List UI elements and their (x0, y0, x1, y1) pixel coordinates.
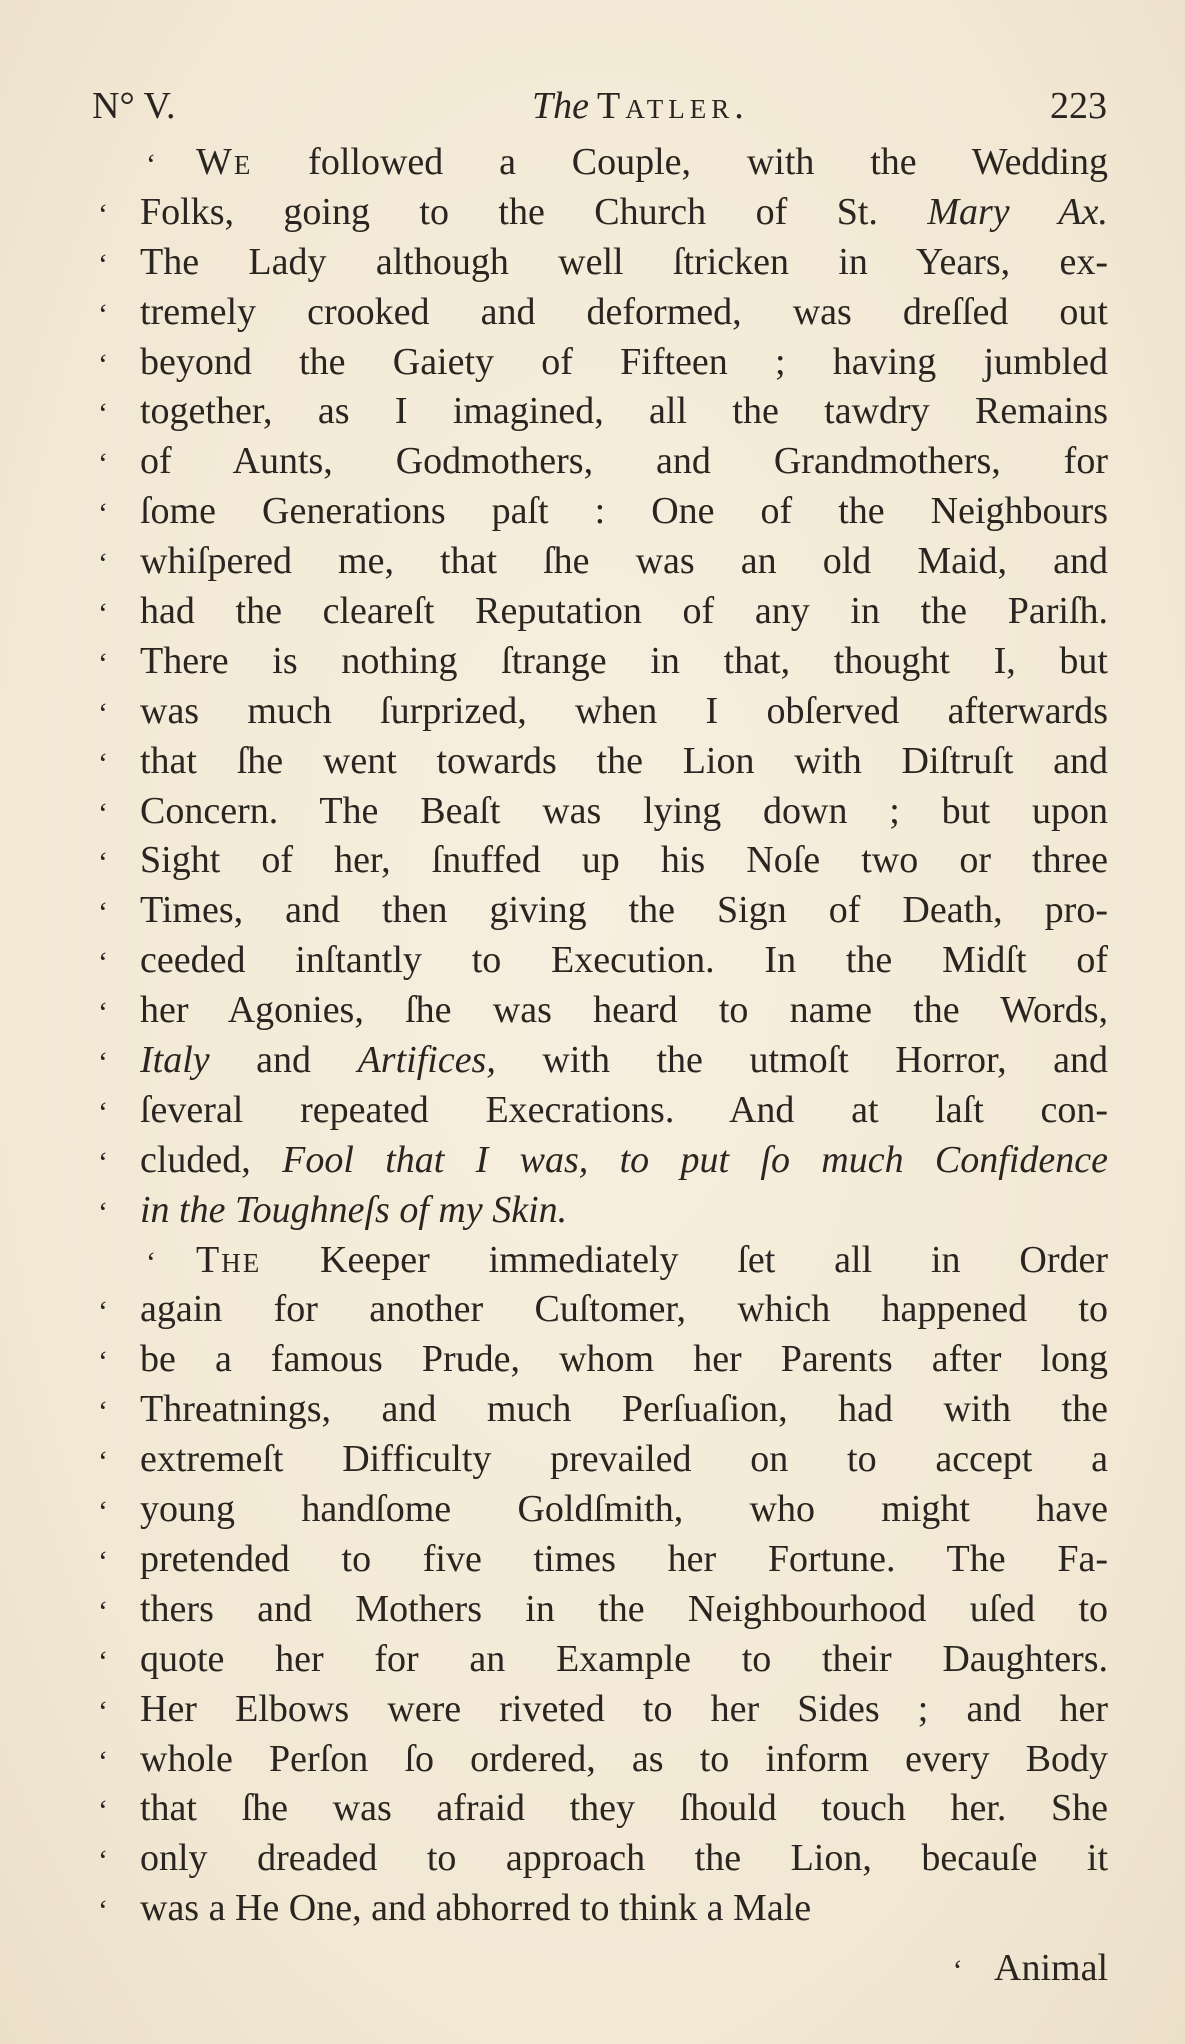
quote-mark: ‘ (98, 197, 108, 231)
text-segment: was a He One, and abhorred to think a Male (140, 1887, 812, 1930)
line-text (140, 986, 1108, 1036)
line-text (140, 787, 1108, 837)
text-line (98, 487, 1108, 537)
line-text (140, 1086, 1108, 1136)
quote-mark: ‘ (98, 646, 108, 680)
running-title-name: Tatler. (597, 85, 749, 127)
line-text (140, 1285, 1108, 1335)
text-line (98, 338, 1108, 388)
italic-text: Mary Ax. (927, 190, 1108, 233)
quote-mark: ‘ (98, 1445, 108, 1479)
text-segment: Times, and then giving the Sign of Death, pro- (140, 889, 1108, 932)
text-line (98, 437, 1108, 487)
italic-text: Fool that I was, to put ſo much Confidence (282, 1138, 1108, 1181)
catchword-text: Animal (994, 1947, 1108, 1989)
quote-mark: ‘ (98, 696, 108, 730)
quote-mark: ‘ (98, 1794, 108, 1828)
quote-mark: ‘ (98, 1046, 108, 1080)
line-text (140, 1585, 1108, 1635)
line-text (140, 1136, 1108, 1186)
text-line (98, 587, 1108, 637)
text-line (98, 1685, 1108, 1735)
line-text (140, 737, 1108, 787)
line-text (140, 188, 1108, 238)
text-line (98, 537, 1108, 587)
quote-mark: ‘ (98, 996, 108, 1030)
quote-mark: ‘ (98, 547, 108, 581)
text-segment: tremely crooked and deformed, was dreſſed out (140, 290, 1108, 333)
quote-mark: ‘ (98, 397, 108, 431)
italic-text: Artifices, (357, 1039, 496, 1082)
running-title (532, 76, 749, 136)
text-segment: with the utmoſt Horror, and (495, 1039, 1108, 1082)
quote-mark: ‘ (98, 1744, 108, 1778)
text-line (98, 737, 1108, 787)
line-text (140, 1884, 1108, 1934)
quote-mark: ‘ (98, 896, 108, 930)
quote-mark: ‘ (98, 1095, 108, 1129)
quote-mark: ‘ (98, 1395, 108, 1429)
running-title-article: The (532, 85, 589, 127)
quote-mark: ‘ (98, 297, 108, 331)
line-text (196, 1236, 1108, 1286)
text-line (98, 936, 1108, 986)
line-text (140, 1036, 1108, 1086)
line-text (140, 1535, 1108, 1585)
text-segment: Keeper immediately ſet all in Order (261, 1238, 1108, 1281)
text-line (98, 1834, 1108, 1884)
text-line (98, 1585, 1108, 1635)
line-text (140, 537, 1108, 587)
line-text (140, 437, 1108, 487)
text-line (98, 1535, 1108, 1585)
text-segment: whole Perſon ſo ordered, as to inform every Body (140, 1737, 1108, 1780)
text-line (98, 1086, 1108, 1136)
text-segment: pretended to five times her Fortune. The Fa- (140, 1537, 1108, 1580)
body-text (98, 138, 1108, 1934)
text-line (98, 787, 1108, 837)
line-text (140, 288, 1108, 338)
small-caps-text: The (196, 1238, 262, 1281)
line-text (140, 387, 1108, 437)
text-segment: was much ſurprized, when I obſerved afterwards (140, 689, 1108, 732)
quote-mark: ‘ (98, 1844, 108, 1878)
catchword (953, 1943, 1108, 1996)
quote-mark: ‘ (98, 946, 108, 980)
text-segment: ceeded inſtantly to Execution. In the Midſt of (140, 939, 1108, 982)
text-segment: and (209, 1039, 358, 1082)
text-line (98, 1485, 1108, 1535)
text-segment: cluded, (140, 1138, 283, 1181)
quote-mark: ‘ (98, 1594, 108, 1628)
text-line (98, 836, 1108, 886)
text-segment: thers and Mothers in the Neighbourhood uſed to (140, 1587, 1108, 1630)
text-segment: her Agonies, ſhe was heard to name the Words, (140, 989, 1108, 1032)
text-line (98, 1285, 1108, 1335)
line-text (140, 1735, 1108, 1785)
text-segment: whiſpered me, that ſhe was an old Maid, and (140, 540, 1108, 583)
line-text (140, 1485, 1108, 1535)
text-segment: ſome Generations paſt : One of the Neighbours (140, 490, 1108, 533)
text-line (98, 1036, 1108, 1086)
text-segment: Sight of her, ſnuffed up his Noſe two or three (140, 839, 1108, 882)
quote-mark: ‘ (98, 1694, 108, 1728)
text-segment: followed a Couple, with the Wedding (252, 141, 1108, 183)
line-text (140, 637, 1108, 687)
text-line (98, 637, 1108, 687)
text-line (98, 288, 1108, 338)
quote-mark: ‘ (146, 1245, 156, 1279)
quote-mark: ‘ (98, 447, 108, 481)
line-text (140, 936, 1108, 986)
page-number: 223 (1050, 85, 1107, 127)
line-text (140, 487, 1108, 537)
line-text (140, 1635, 1108, 1685)
quote-mark: ‘ (98, 247, 108, 281)
line-text (140, 1834, 1108, 1884)
quote-mark: ‘ (146, 148, 156, 181)
text-line (98, 986, 1108, 1036)
text-segment: Folks, going to the Church of St. (140, 190, 928, 233)
quote-mark: ‘ (98, 497, 108, 531)
line-text (140, 338, 1108, 388)
quote-mark: ‘ (98, 1145, 108, 1179)
text-segment: Her Elbows were riveted to her Sides ; and her (140, 1687, 1108, 1730)
text-segment: had the cleareſt Reputation of any in the Pariſh. (140, 590, 1108, 633)
text-segment: that ſhe was afraid they ſhould touch her. She (140, 1787, 1108, 1830)
line-text (140, 836, 1108, 886)
text-line (98, 886, 1108, 936)
text-line (98, 1186, 1108, 1236)
line-text (140, 238, 1108, 288)
line-text (140, 1435, 1108, 1485)
text-segment: beyond the Gaiety of Fifteen ; having jumbled (140, 340, 1108, 383)
text-segment: The Lady although well ſtricken in Years, ex- (140, 240, 1108, 283)
quote-mark: ‘ (98, 746, 108, 780)
line-text (140, 587, 1108, 637)
line-text (140, 1685, 1108, 1735)
catchword-quote-mark: ‘ (952, 1954, 963, 1987)
quote-mark: ‘ (98, 597, 108, 631)
line-text (140, 1335, 1108, 1385)
text-segment: Threatnings, and much Perſuaſion, had with the (140, 1388, 1108, 1431)
text-segment: only dreaded to approach the Lion, becauſe it (140, 1837, 1108, 1880)
text-segment: be a famous Prude, whom her Parents after long (140, 1338, 1108, 1381)
text-line (98, 1385, 1108, 1435)
text-line (98, 1884, 1108, 1934)
line-text (140, 886, 1108, 936)
text-line (98, 188, 1108, 238)
text-line (98, 1136, 1108, 1186)
quote-mark: ‘ (98, 846, 108, 880)
quote-mark: ‘ (98, 1644, 108, 1678)
text-line (98, 1635, 1108, 1685)
text-segment: ſeveral repeated Execrations. And at laſt con- (140, 1088, 1108, 1131)
text-line (98, 1735, 1108, 1785)
quote-mark: ‘ (98, 1544, 108, 1578)
text-line (98, 1236, 1108, 1286)
text-line (98, 687, 1108, 737)
line-text (140, 1385, 1108, 1435)
italic-text: Italy (140, 1039, 210, 1082)
text-segment: of Aunts, Godmothers, and Grandmothers, for (140, 440, 1108, 483)
quote-mark: ‘ (98, 1295, 108, 1329)
line-text (196, 138, 1108, 188)
text-segment: extremeſt Difficulty prevailed on to accept a (140, 1438, 1108, 1481)
quote-mark: ‘ (98, 796, 108, 830)
text-line (98, 1435, 1108, 1485)
text-segment: together, as I imagined, all the tawdry Remains (140, 390, 1108, 433)
text-line (98, 238, 1108, 288)
text-segment: quote her for an Example to their Daughters. (140, 1637, 1108, 1680)
text-line (98, 387, 1108, 437)
text-segment: Concern. The Beaſt was lying down ; but upon (140, 789, 1108, 832)
text-segment: young handſome Goldſmith, who might have (140, 1488, 1108, 1531)
line-text (140, 1186, 1108, 1236)
text-line (98, 1784, 1108, 1834)
text-segment: again for another Cuſtomer, which happened to (140, 1288, 1108, 1331)
quote-mark: ‘ (98, 347, 108, 381)
italic-text: in the Toughneſs of my Skin. (140, 1188, 568, 1231)
quote-mark: ‘ (98, 1345, 108, 1379)
running-header (92, 76, 1107, 136)
text-segment: There is nothing ſtrange in that, thought I, but (140, 639, 1108, 682)
line-text (140, 687, 1108, 737)
line-text (140, 1784, 1108, 1834)
quote-mark: ‘ (98, 1894, 108, 1928)
quote-mark: ‘ (98, 1195, 108, 1229)
text-line (98, 1335, 1108, 1385)
small-caps-text: We (196, 141, 253, 183)
quote-mark: ‘ (98, 1495, 108, 1529)
text-segment: that ſhe went towards the Lion with Diſtruſt and (140, 739, 1108, 782)
issue-number: N° V. (92, 85, 176, 127)
text-line (98, 138, 1108, 188)
